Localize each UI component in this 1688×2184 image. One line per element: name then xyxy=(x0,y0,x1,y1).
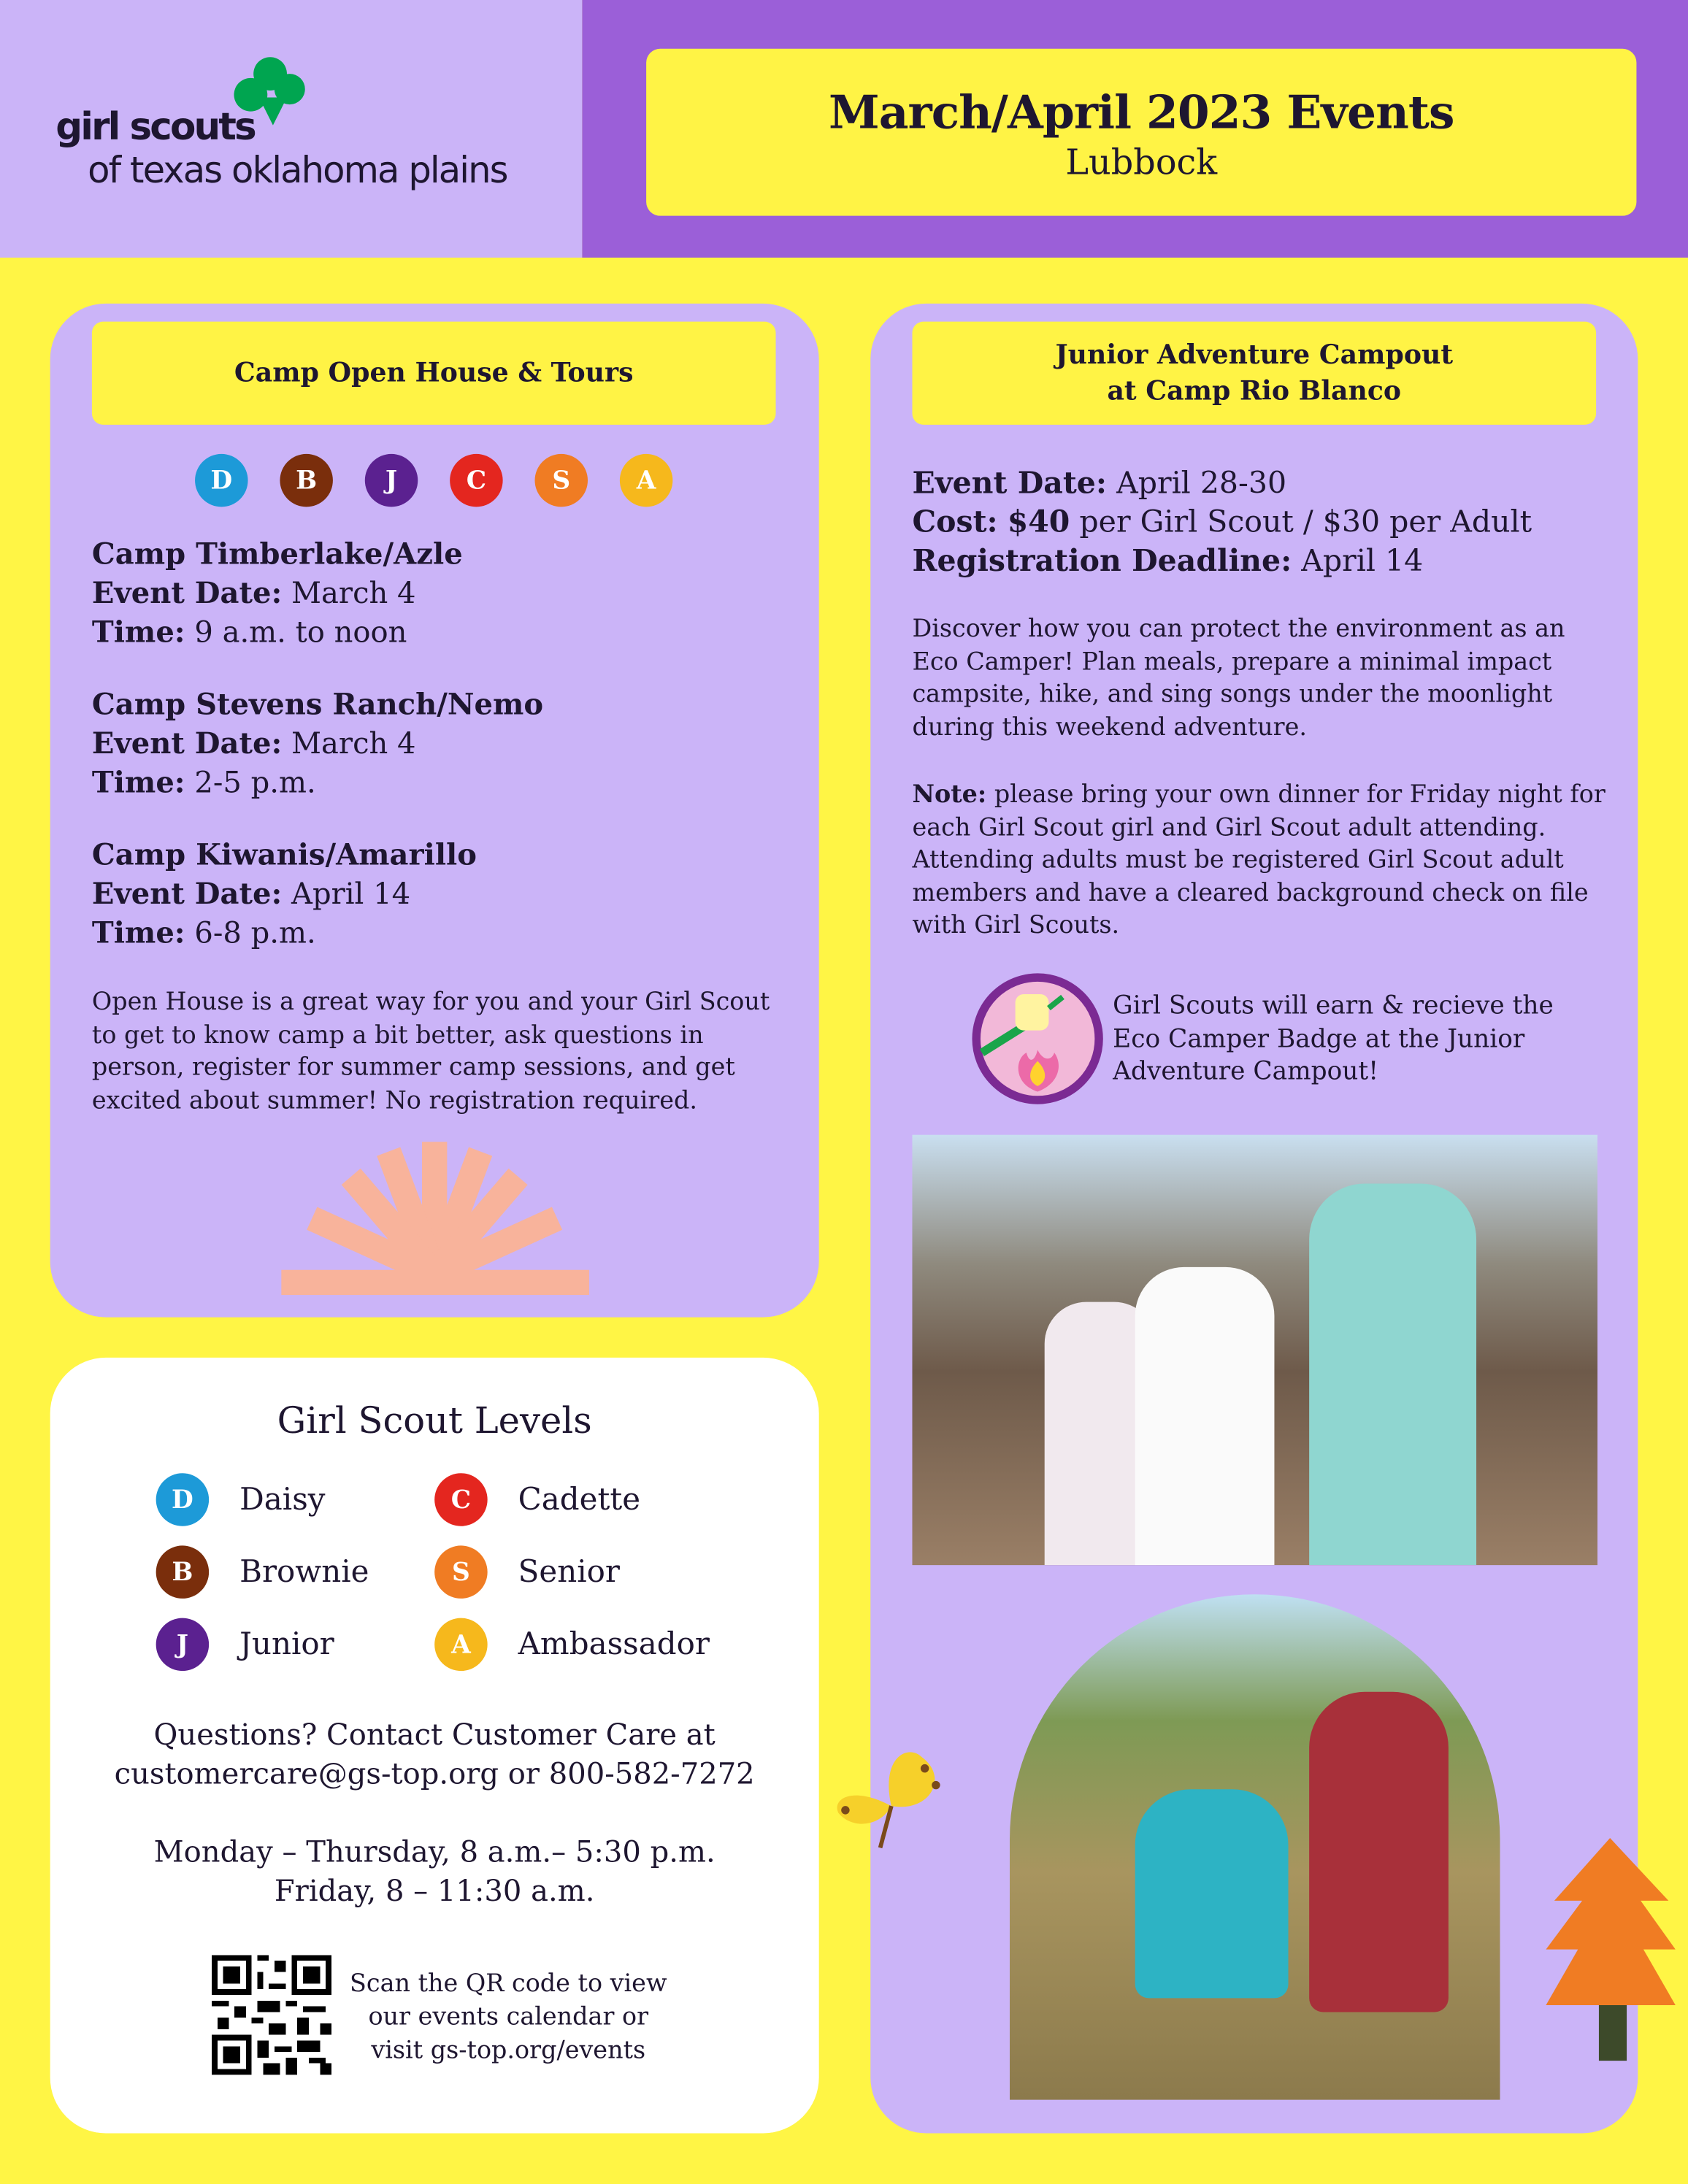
level-name: Daisy xyxy=(239,1482,326,1518)
level-senior xyxy=(434,1545,713,1598)
event-list xyxy=(92,535,789,953)
photo-figure xyxy=(1135,1267,1275,1565)
open-house-title: Camp Open House & Tours xyxy=(92,322,776,425)
badge-ambassador: A xyxy=(620,454,672,507)
level-badge: J xyxy=(156,1618,209,1671)
event-date: March 4 xyxy=(291,726,416,761)
date-label: Event Date: xyxy=(91,574,283,610)
qr-code-icon[interactable] xyxy=(212,1955,331,2075)
event-item xyxy=(92,685,789,802)
logo-text: girl scouts xyxy=(55,105,255,150)
note-text: please bring your own dinner for Friday night for each Girl Scout girl and Girl Scout adult attending. Attending adults must be registered Girl Scout adult members and have a cleared background check on file with Girl Scouts. xyxy=(912,781,1605,941)
level-cadette xyxy=(434,1473,713,1526)
event-camp: Camp Kiwanis/Amarillo xyxy=(91,837,477,872)
title-box xyxy=(646,49,1636,216)
sun-icon xyxy=(279,1135,592,1299)
badge-daisy: D xyxy=(195,454,248,507)
date-label: Event Date: xyxy=(91,725,283,761)
level-name: Ambassador xyxy=(518,1627,710,1662)
tree-icon xyxy=(1543,1838,1677,2061)
level-name: Senior xyxy=(518,1554,621,1590)
hours-friday: Friday, 8 – 11:30 a.m. xyxy=(274,1874,595,1908)
levels-title: Girl Scout Levels xyxy=(277,1401,592,1443)
level-daisy xyxy=(156,1473,435,1526)
deadline-label: Registration Deadline: xyxy=(912,544,1292,580)
eco-camper-badge-icon xyxy=(971,972,1105,1106)
event-camp: Camp Stevens Ranch/Nemo xyxy=(91,686,544,722)
qr-caption-link[interactable]: visit gs-top.org/events xyxy=(371,2037,646,2065)
campout-note xyxy=(912,780,1608,944)
time-label: Time: xyxy=(91,764,185,799)
event-item xyxy=(92,535,789,652)
hours-weekday: Monday – Thursday, 8 a.m.– 5:30 p.m. xyxy=(153,1835,716,1869)
badge-text: Girl Scouts will earn & recieve the Eco Camper Badge at the Junior Adventure Campout! xyxy=(1113,991,1554,1087)
photo-three-scouts xyxy=(912,1135,1597,1565)
registration-deadline: April 14 xyxy=(1301,544,1424,580)
butterfly-icon xyxy=(824,1743,956,1855)
level-name: Junior xyxy=(239,1627,334,1662)
campout-title xyxy=(912,322,1596,425)
level-badge: D xyxy=(156,1473,209,1526)
level-ambassador xyxy=(434,1618,713,1671)
event-camp: Camp Timberlake/Azle xyxy=(91,536,463,572)
level-badge: S xyxy=(434,1545,487,1598)
level-junior xyxy=(156,1618,435,1671)
campout-title-line: at Camp Rio Blanco xyxy=(1107,376,1402,407)
cost-amount: $40 xyxy=(1007,505,1070,541)
campout-details xyxy=(912,465,1622,582)
event-date: March 4 xyxy=(291,576,416,610)
campout-date: April 28-30 xyxy=(1116,466,1287,501)
event-time: 9 a.m. to noon xyxy=(194,615,407,649)
level-badge: C xyxy=(434,1473,487,1526)
event-time: 2-5 p.m. xyxy=(194,766,316,799)
level-brownie xyxy=(156,1545,435,1598)
cost-label: Cost: xyxy=(912,505,998,541)
level-badges xyxy=(195,454,672,507)
qr-caption xyxy=(341,1967,675,2067)
date-label: Event Date: xyxy=(91,875,283,911)
photo-figure xyxy=(1309,1183,1476,1565)
photo-figure xyxy=(1135,1789,1289,1998)
qr-caption-line: Scan the QR code to view xyxy=(350,1970,667,1999)
event-time: 6-8 p.m. xyxy=(194,916,316,950)
level-name: Cadette xyxy=(518,1482,641,1518)
open-house-description: Open House is a great way for you and your Girl Scout to get to know camp a bit better, ask questions in person, register for summer camp sessions, and get excited about summer! No registration required. xyxy=(91,988,770,1115)
page-subtitle: Lubbock xyxy=(1065,142,1218,182)
qr-caption-line: our events calendar or xyxy=(368,2004,649,2032)
date-label: Event Date: xyxy=(912,466,1108,501)
level-name: Brownie xyxy=(239,1554,369,1590)
level-badge: A xyxy=(434,1618,487,1671)
contact-info xyxy=(50,1715,819,1910)
page-title: March/April 2023 Events xyxy=(828,85,1454,139)
badge-senior: S xyxy=(535,454,588,507)
photo-archery xyxy=(1010,1594,1500,2099)
photo-figure xyxy=(1309,1692,1449,2012)
event-date: April 14 xyxy=(291,877,411,911)
note-label: Note: xyxy=(912,781,987,810)
time-label: Time: xyxy=(91,614,185,649)
badge-junior: J xyxy=(365,454,418,507)
logo-subtext: of texas oklahoma plains xyxy=(88,150,507,193)
time-label: Time: xyxy=(91,915,185,950)
levels-grid xyxy=(156,1473,713,1671)
event-item xyxy=(92,836,789,953)
cost-detail: per Girl Scout / $30 per Adult xyxy=(1079,505,1532,541)
badge-brownie: B xyxy=(280,454,332,507)
campout-title-line: Junior Adventure Campout xyxy=(1055,339,1454,371)
campout-description: Discover how you can protect the environment as an Eco Camper! Plan meals, prepare a minimal impact campsite, hike, and sing songs under the moonlight during this weekend adventure. xyxy=(912,615,1565,742)
level-badge: B xyxy=(156,1545,209,1598)
badge-cadette: C xyxy=(450,454,502,507)
contact-text: Questions? Contact Customer Care at xyxy=(153,1718,716,1752)
contact-email-phone[interactable]: customercare@gs-top.org or 800-582-7272 xyxy=(114,1757,755,1791)
